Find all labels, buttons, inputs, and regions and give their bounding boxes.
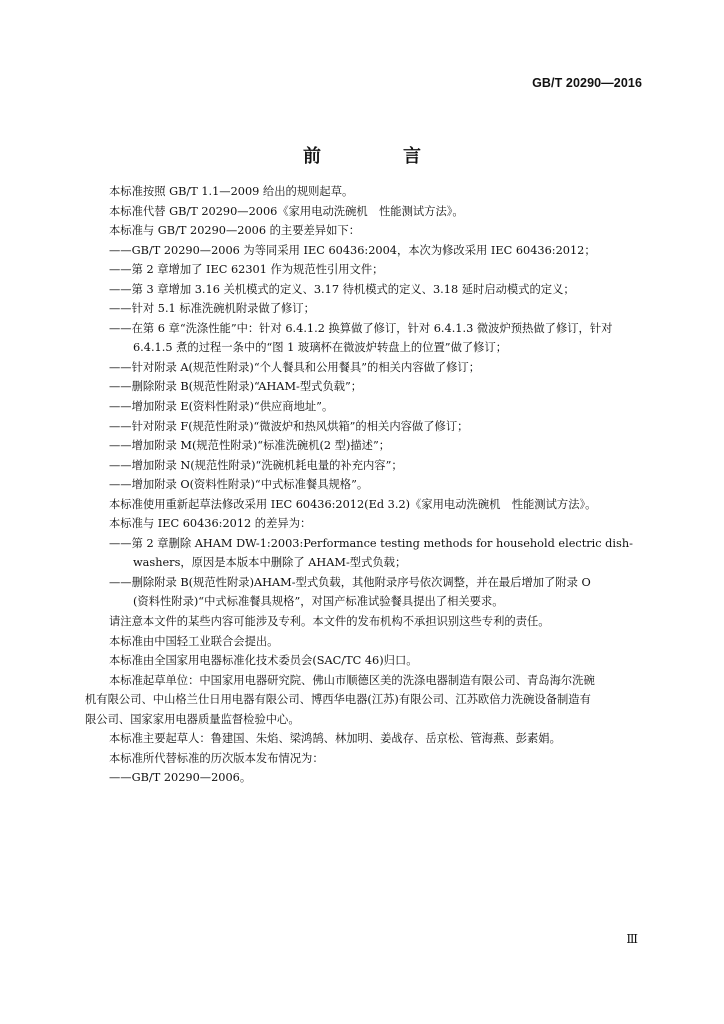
document-line: 本标准与 GB/T 20290—2006 的主要差异如下：	[109, 224, 360, 238]
document-line: ——GB/T 20290—2006 为等同采用 IEC 60436:2004，本次为修改采用 IEC 60436:2012；	[109, 243, 596, 257]
document-line: 本标准所代替标准的历次版本发布情况为：	[109, 751, 324, 765]
page-number: Ⅲ	[626, 932, 638, 946]
document-line: 本标准由全国家用电器标准化技术委员会(SAC/TC 46)归口。	[109, 654, 418, 668]
document-line: ——针对 5.1 标准洗碗机附录做了修订；	[109, 302, 315, 316]
document-line: 本标准代替 GB/T 20290—2006《家用电动洗碗机 性能测试方法》。	[109, 204, 464, 218]
standard-code: GB/T 20290—2016	[532, 76, 642, 90]
document-line: 本标准使用重新起草法修改采用 IEC 60436:2012(Ed 3.2)《家用电动洗碗机 性能测试方法》。	[109, 497, 597, 511]
document-line: ——针对附录 A(规范性附录)“个人餐具和公用餐具”的相关内容做了修订；	[109, 360, 481, 374]
document-line: 请注意本文件的某些内容可能涉及专利。本文件的发布机构不承担识别这些专利的责任。	[109, 615, 550, 629]
document-line: 本标准按照 GB/T 1.1—2009 给出的规则起草。	[109, 185, 354, 198]
document-body	[85, 182, 643, 788]
document-line: 本标准由中国轻工业联合会提出。	[109, 634, 279, 648]
document-line: ——增加附录 O(资料性附录)“中式标准餐具规格”。	[109, 478, 369, 492]
document-line: 本标准与 IEC 60436:2012 的差异为：	[109, 517, 312, 531]
document-line: ——在第 6 章“洗涤性能”中：针对 6.4.1.2 换算做了修订，针对 6.4.1.3 微波炉预热做了修订，针对	[109, 321, 613, 335]
document-line: (资料性附录)“中式标准餐具规格”，对国产标准试验餐具提出了相关要求。	[133, 595, 504, 609]
document-line: 机有限公司、中山格兰仕日用电器有限公司、博西华电器(江苏)有限公司、江苏欧倍力洗碗设备制造有	[85, 693, 591, 707]
page-title: 前 言	[303, 146, 453, 167]
document-line: ——增加附录 E(资料性附录)“供应商地址”。	[109, 400, 334, 414]
document-line: ——删除附录 B(规范性附录)“AHAM-型式负载”；	[109, 380, 363, 394]
document-line: ——第 2 章增加了 IEC 62301 作为规范性引用文件；	[109, 263, 384, 277]
document-line: ——第 2 章删除 AHAM DW-1:2003:Performance testing methods for household electric dish-	[109, 536, 633, 550]
document-line: ——第 3 章增加 3.16 关机模式的定义、3.17 待机模式的定义、3.18 延时启动模式的定义；	[109, 282, 575, 296]
document-line: ——增加附录 M(规范性附录)“标准洗碗机(2 型)描述”；	[109, 439, 391, 453]
document-line: 本标准起草单位：中国家用电器研究院、佛山市顺德区美的洗涤电器制造有限公司、青岛海尔洗碗	[109, 673, 595, 687]
document-line: 本标准主要起草人：鲁建国、朱焰、梁鸿鹄、林加明、姜战存、岳京松、管海燕、彭素娟。	[109, 732, 561, 746]
document-line: ——删除附录 B(规范性附录)AHAM-型式负载，其他附录序号依次调整，并在最后增加了附录 O	[109, 575, 591, 589]
document-line: 限公司、国家家用电器质量监督检验中心。	[85, 712, 300, 726]
document-line: ——增加附录 N(规范性附录)“洗碗机耗电量的补充内容”；	[109, 458, 403, 472]
document-line: washers，原因是本版本中删除了 AHAM-型式负载；	[133, 556, 407, 570]
document-line: 6.4.1.5 煮的过程一条中的“图 1 玻璃杯在微波炉转盘上的位置”做了修订；	[133, 341, 508, 355]
document-line: ——GB/T 20290—2006。	[109, 771, 252, 785]
document-line: ——针对附录 F(规范性附录)“微波炉和热风烘箱”的相关内容做了修订；	[109, 419, 469, 433]
